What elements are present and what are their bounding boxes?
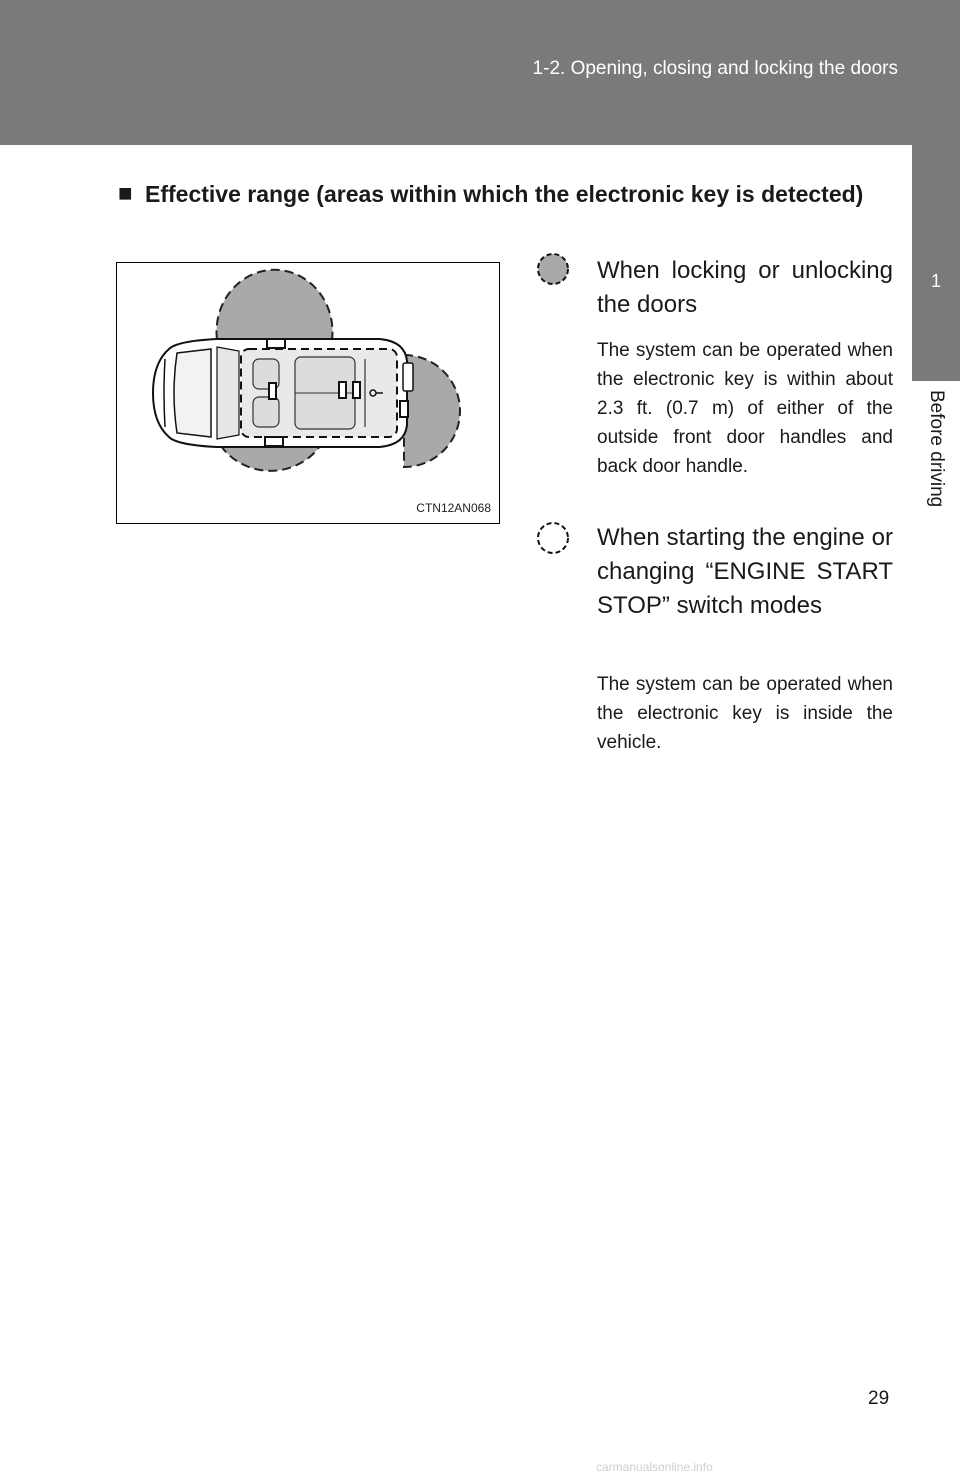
figure-code: CTN12AN068 — [416, 501, 491, 515]
watermark: carmanualsonline.info — [596, 1460, 713, 1474]
chapter-label-text: Before driving — [926, 390, 947, 508]
antenna-rear-cabin-2 — [353, 382, 360, 398]
section-title: 1-2. Opening, closing and locking the doors — [532, 58, 898, 79]
antenna-passenger-door — [265, 437, 283, 446]
square-bullet-icon: ■ — [118, 180, 133, 207]
chapter-tab — [912, 145, 960, 381]
vehicle-range-figure — [116, 262, 500, 524]
antenna-driver-door — [267, 339, 285, 348]
chapter-number: 1 — [930, 271, 941, 291]
vehicle-top-view-illustration — [117, 263, 499, 523]
item-2-title: When starting the engine or changing “ENGINE START STOP” switch modes — [597, 524, 893, 619]
antenna-front-cabin — [269, 383, 276, 399]
item-1-title: When locking or unlocking the doors — [597, 257, 893, 318]
page-number: 29 — [868, 1388, 890, 1409]
antenna-rear-cabin-1 — [339, 382, 346, 398]
section-heading-text: Effective range (areas within which the electronic key is detected) — [145, 181, 864, 207]
item-2-description: The system can be operated when the electronic key is inside the vehicle. — [597, 674, 893, 753]
dashed-circle-filled-icon — [536, 252, 570, 286]
item-1-description: The system can be operated when the electronic key is within about 2.3 ft. (0.7 m) of either of the outside front door handles and back door handle. — [597, 340, 893, 477]
chapter-label — [912, 390, 960, 540]
antenna-back-door — [400, 401, 408, 417]
page-header — [0, 0, 960, 145]
dashed-circle-empty-icon — [536, 521, 570, 555]
section-heading — [118, 176, 894, 212]
